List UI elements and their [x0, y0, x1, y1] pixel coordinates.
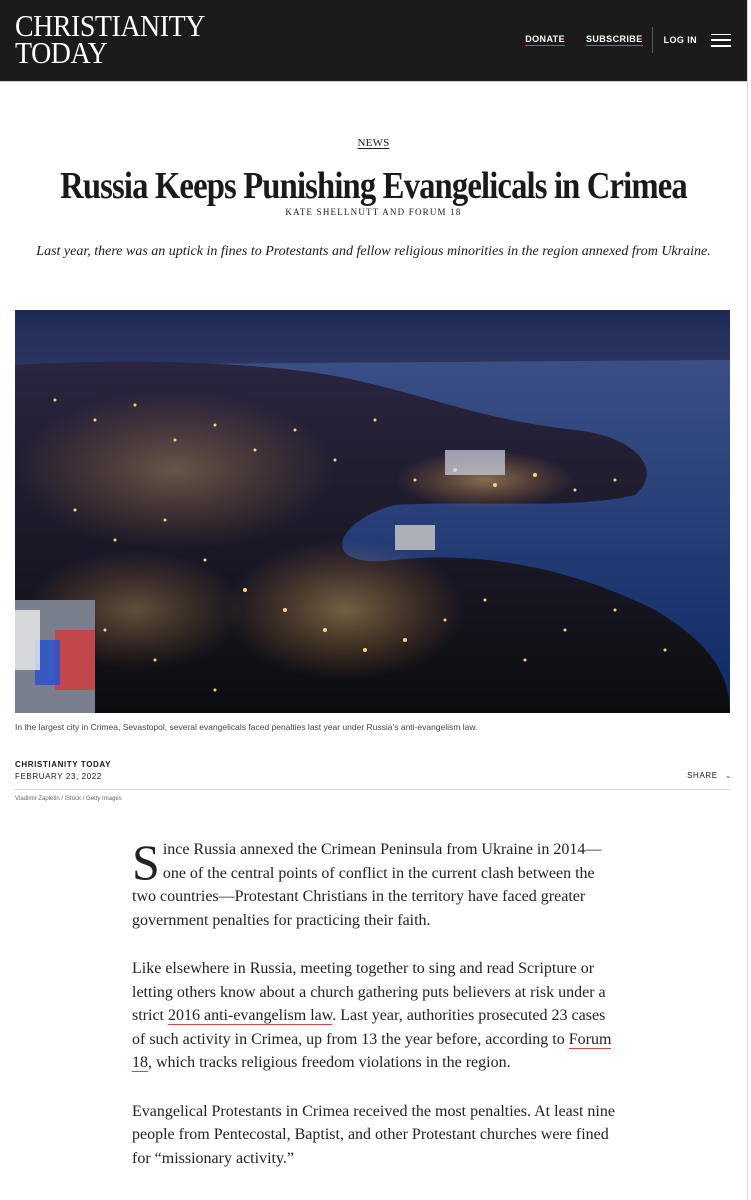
- article-body: [132, 834, 617, 1195]
- page-edge: [747, 0, 748, 1200]
- logo-line-1: CHRISTIANITY: [15, 8, 205, 43]
- header-nav: [525, 27, 731, 53]
- header-divider: [0, 81, 747, 82]
- article-byline[interactable]: KATE SHELLNUTT AND FORUM 18: [285, 207, 462, 217]
- article-dek: Last year, there was an uptick in fines to Protestants and fellow religious minorities in the region annexed from Ukraine.: [36, 244, 711, 259]
- subscribe-link[interactable]: SUBSCRIBE: [585, 34, 643, 44]
- hero-image: [15, 310, 730, 713]
- paragraph-2-text-c: , which tracks religious freedom violations in the region.: [148, 1054, 511, 1071]
- nav-divider: [652, 27, 653, 53]
- share-button[interactable]: [687, 771, 732, 780]
- meta-divider: [15, 789, 730, 790]
- anti-evangelism-law-link[interactable]: 2016 anti-evangelism law: [168, 1007, 333, 1024]
- article-category: [0, 133, 747, 151]
- forum-18-link[interactable]: Forum 18: [132, 1030, 612, 1071]
- paragraph-2-text-a: Like elsewhere in Russia, meeting together to sing and read Scripture or letting others know about a church gathering puts believers at risk under a strict: [132, 960, 606, 1024]
- site-header: [0, 0, 747, 81]
- share-label: SHARE: [687, 771, 718, 780]
- publication-source: CHRISTIANITY TODAY: [15, 760, 111, 769]
- category-link[interactable]: NEWS: [357, 137, 390, 149]
- drop-cap: S: [132, 834, 160, 890]
- paragraph-2: [132, 957, 617, 1075]
- paragraph-2-text-b: . Last year, authorities prosecuted 23 cases of such activity in Crimea, up from 13 the year before, according to: [132, 1007, 606, 1048]
- site-logo[interactable]: [15, 8, 226, 70]
- chevron-down-icon: ⌄: [724, 771, 732, 780]
- logo-line-2: TODAY: [15, 35, 108, 70]
- hamburger-menu-icon[interactable]: [711, 34, 731, 47]
- image-caption: In the largest city in Crimea, Sevastopol, several evangelicals faced penalties last year under Russia’s anti-evangelism law.: [15, 722, 478, 732]
- paragraph-1: [132, 834, 617, 932]
- publish-date: FEBRUARY 23, 2022: [15, 772, 102, 781]
- donate-link[interactable]: DONATE: [525, 34, 565, 44]
- article-title: Russia Keeps Punishing Evangelicals in Crimea: [60, 165, 687, 207]
- paragraph-3: Evangelical Protestants in Crimea received the most penalties. At least nine people from Pentecostal, Baptist, and other Protestant churches were fined for “missionary activity.”: [132, 1102, 615, 1167]
- login-link[interactable]: LOG IN: [663, 35, 697, 45]
- image-credit: Vladimir Zapletin / iStock / Getty Images: [15, 796, 122, 802]
- paragraph-1-text: ince Russia annexed the Crimean Peninsula from Ukraine in 2014—one of the central points of conflict in the current clash between the two countries—Protestant Christians in the territory have faced greater government penalties for practicing their faith.: [132, 841, 602, 929]
